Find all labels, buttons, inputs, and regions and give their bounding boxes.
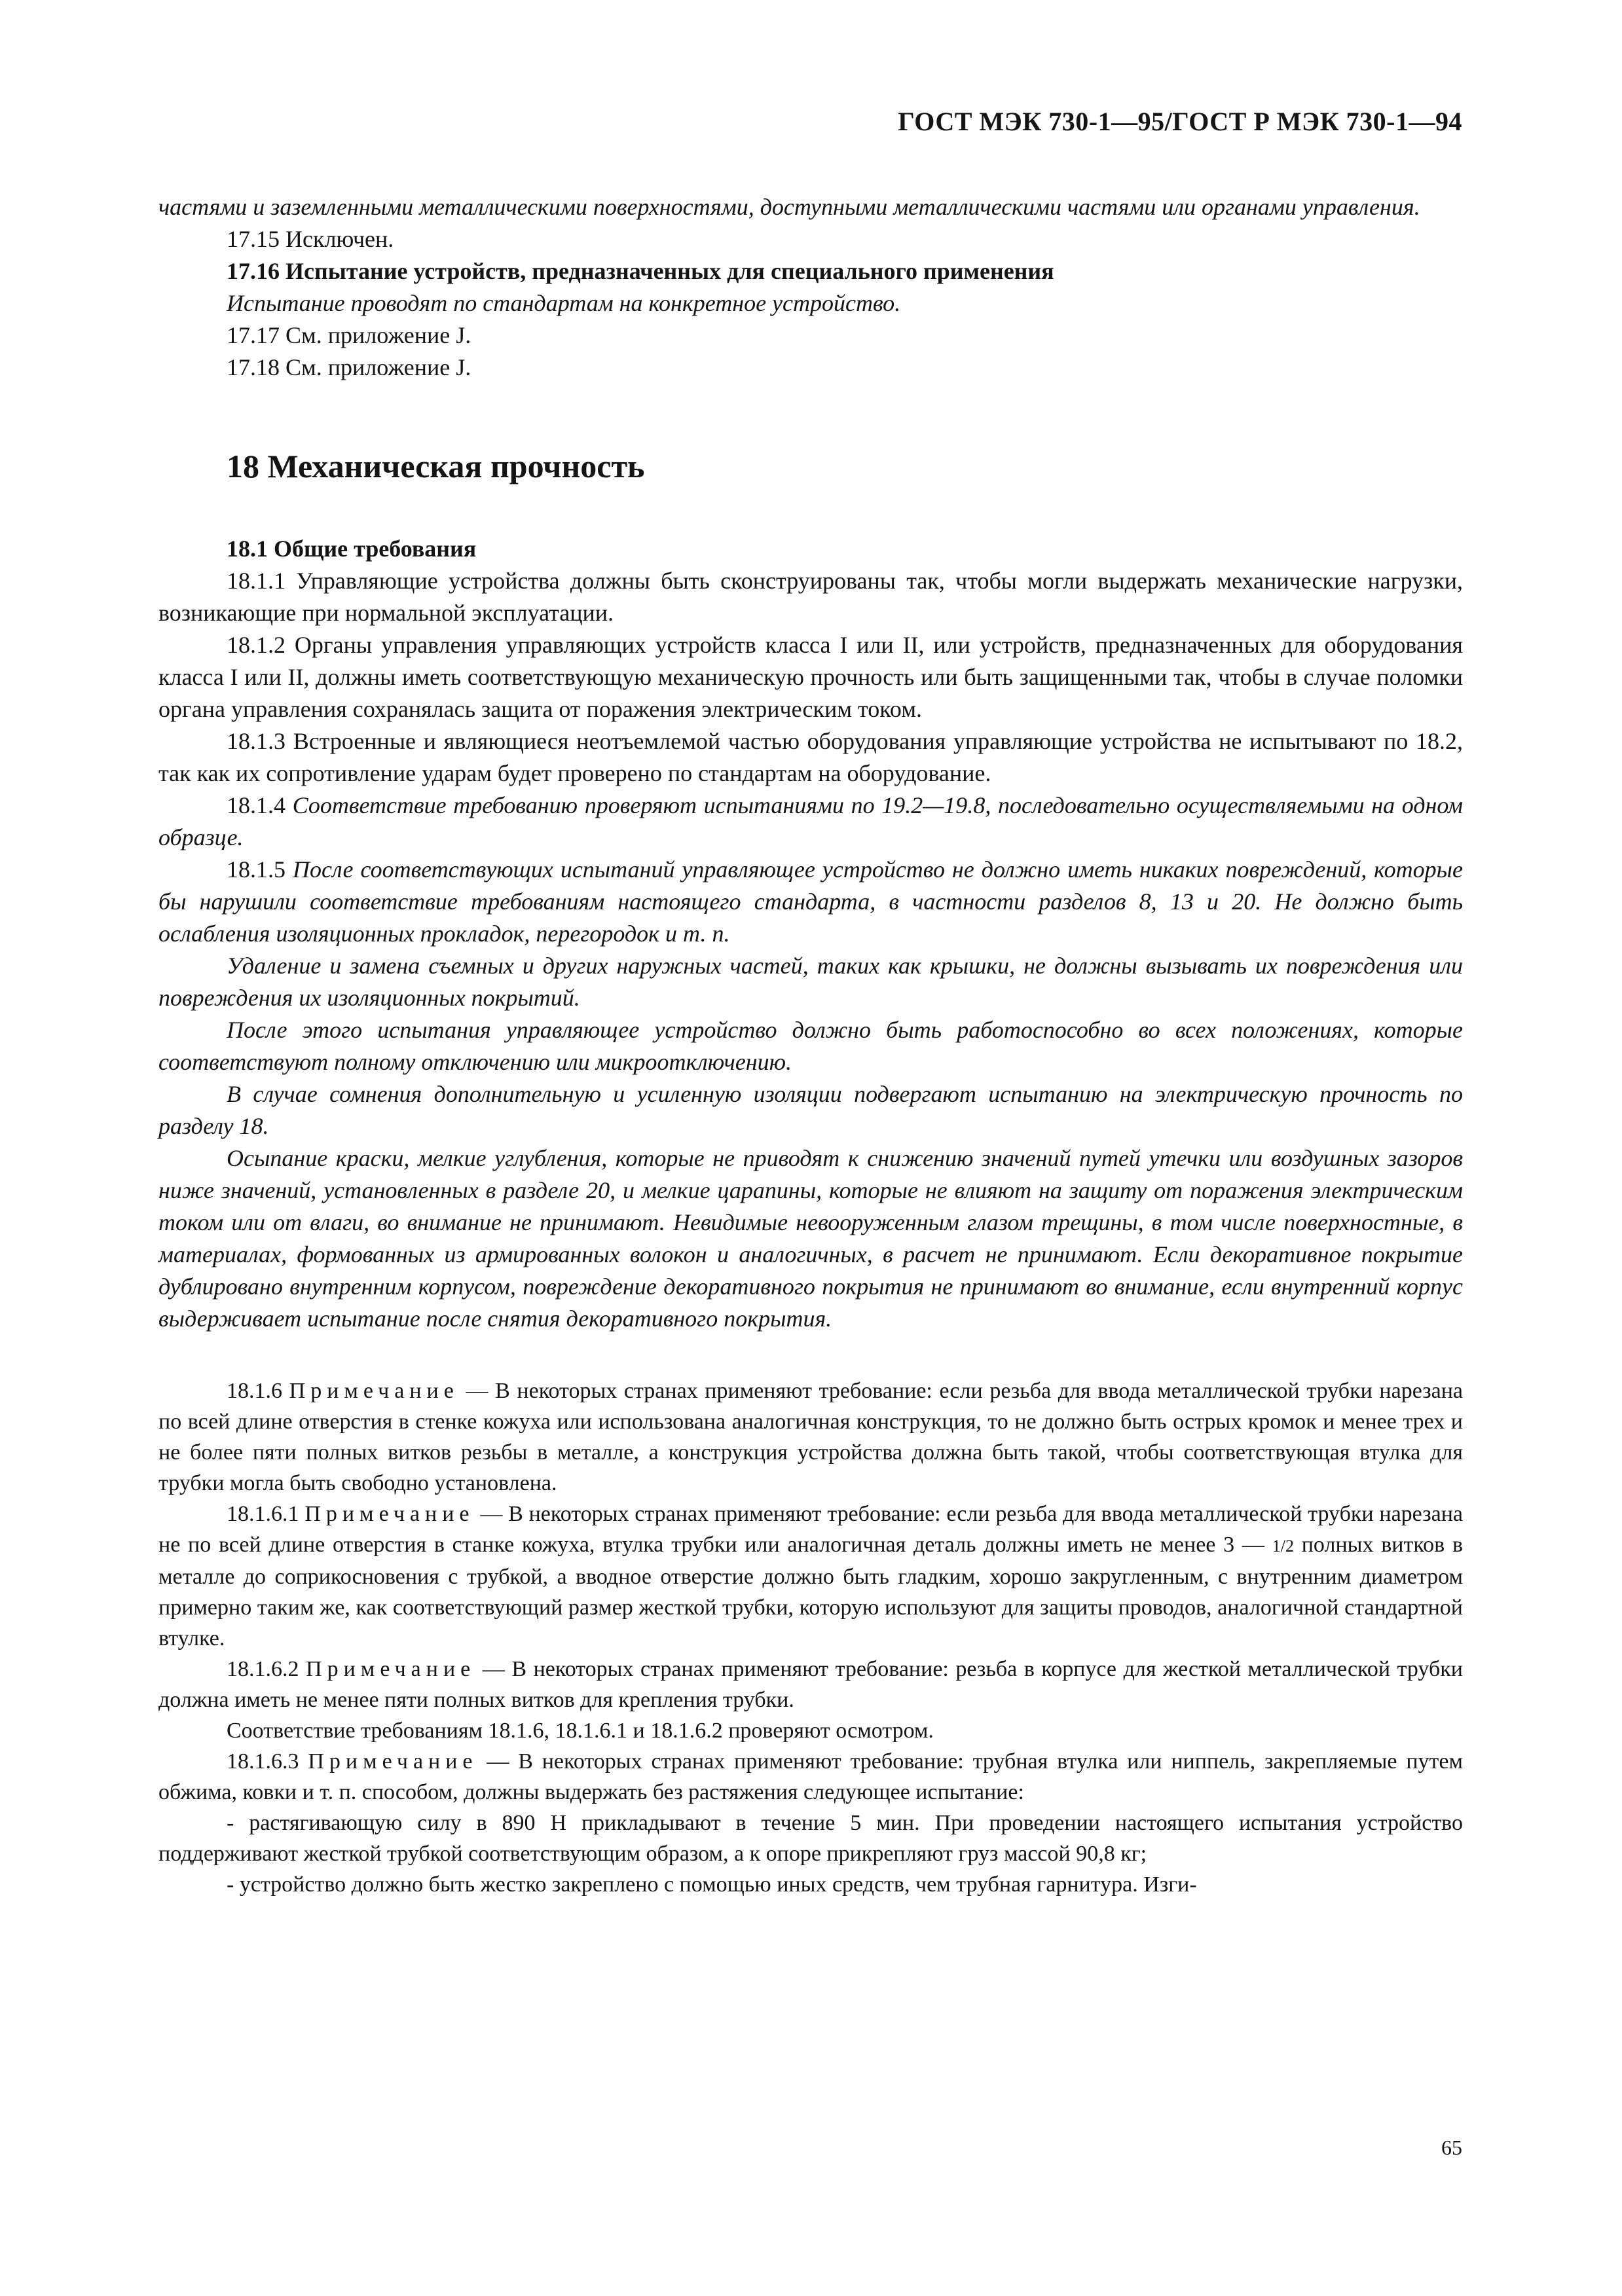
paragraph-text: Соответствие требованию проверяют испытаниями по 19.2—19.8, последовательно осуществляемыми на одном образце.: [158, 792, 1464, 850]
paragraph-text: После соответствующих испытаний управляющее устройство не должно иметь никаких повреждений, которые бы нарушили соответствие требованиям настоящего стандарта, в частности разделов 8, 13 и 20. Не должно быть ослабления изоляционных прокладок, перегородок и т. п.: [158, 856, 1463, 947]
note-label: Примечание: [289, 1379, 459, 1403]
note-label: Примечание: [304, 1502, 475, 1526]
intro-continuation: частями и заземленными металлическими поверхностями, доступными металлическими частями или органами управления.: [158, 194, 1420, 220]
paragraph-damage-criteria: Осыпание краски, мелкие углубления, которые не приводят к снижению значений путей утечки или воздушных зазоров ниже значений, установленных в разделе 20, и мелкие царапины, которые не влияют на защиту от поражения электрическим током или от влаги, во внимание не принимают. Невидимые невооруженным глазом трещины, в том числе поверхностные, в материалах, формованных из армированных волокон и аналогичных, в расчет не принимают. Если декоративное покрытие дублировано внутренним корпусом, повреждение декоративного покрытия не принимают во внимание, если внутренний корпус выдерживает испытание после снятия декоративного покрытия.: [158, 1145, 1463, 1332]
running-header: ГОСТ МЭК 730-1—95/ГОСТ Р МЭК 730-1—94: [898, 107, 1462, 136]
paragraph-18-1-4: [158, 790, 1463, 854]
clause-text: Исключен.: [286, 226, 394, 252]
clause-text: См. приложение J.: [286, 354, 471, 380]
notes-block: [158, 1376, 1463, 1900]
clause-17-16: [158, 255, 1463, 287]
note-text: — В некоторых странах применяют требование: если резьба для ввода металлической трубки нарезана по всей длине отверстия в стенке кожуха или использована аналогичная конструкция, то не должно быть острых кромок и менее трех и не более пяти полных витков резьбы в металле, а конструкция устройства должна быть такой, чтобы соответствующая втулка для трубки могла быть свободно установлена.: [158, 1379, 1464, 1495]
subsection-heading-18-1: [158, 533, 1463, 565]
clause-text: См. приложение J.: [286, 322, 471, 348]
paragraph-removal: Удаление и замена съемных и других наружных частей, таких как крышки, не должны вызывать их повреждения или повреждения их изоляционных покрытий.: [158, 953, 1463, 1011]
subsection-number: 18.1: [227, 536, 268, 562]
page-number: 65: [1441, 2136, 1462, 2159]
note-number: 18.1.6.2: [227, 1657, 299, 1681]
section-number: 18: [227, 448, 259, 484]
paragraph-number: 18.1.4: [227, 792, 286, 818]
note-number: 18.1.6.3: [227, 1749, 299, 1774]
paragraph-18-1-1: 18.1.1 Управляющие устройства должны быть сконструированы так, чтобы могли выдержать механические нагрузки, возникающие при нормальной эксплуатации.: [158, 568, 1463, 626]
note-text: — В некоторых странах применяют требование: трубная втулка или ниппель, закрепляемые путем обжима, ковки и т. п. способом, должны выдержать без растяжения следующее испытание:: [158, 1749, 1463, 1804]
note-number: 18.1.6: [227, 1379, 282, 1403]
note-label: Примечание: [306, 1657, 476, 1681]
paragraph-18-1-2: 18.1.2 Органы управления управляющих устройств класса I или II, или устройств, предназначенных для оборудования класса I или II, должны иметь соответствующую механическую прочность или быть защищенными так, чтобы в случае поломки органа управления сохранялась защита от поражения электрическим током.: [158, 632, 1463, 722]
subsection-title: Общие требования: [274, 536, 477, 562]
list-item-tensile-force: - растягивающую силу в 890 Н прикладывают в течение 5 мин. При проведении настоящего испытания устройство поддерживают жесткой трубкой соответствующим образом, а к опоре прикрепляют груз массой 90,8 кг;: [158, 1811, 1463, 1866]
section-title: Механическая прочность: [267, 448, 645, 484]
clause-17-17: [158, 319, 1463, 352]
note-text: — В некоторых странах применяют требование: если резьба для ввода металлической трубки нарезана не по всей длине отверстия в станке кожуха, втулка трубки или аналогичная деталь должны иметь не менее 3 —: [158, 1502, 1463, 1557]
note-text: — В некоторых странах применяют требование: резьба в корпусе для жесткой металлической трубки должна иметь не менее пяти полных витков для крепления трубки.: [158, 1657, 1463, 1712]
note-18-1-6-1: [158, 1499, 1463, 1654]
clause-17-18: [158, 352, 1463, 384]
note-18-1-6: [158, 1376, 1463, 1499]
clause-number: 17.18: [227, 354, 280, 380]
paragraph-operability: После этого испытания управляющее устройство должно быть работоспособно во всех положениях, которые соответствуют полному отключению или микроотключению.: [158, 1017, 1463, 1075]
clause-number: 17.16: [227, 258, 280, 284]
note-18-1-6-2: [158, 1654, 1463, 1715]
paragraph-18-1-5: [158, 854, 1463, 950]
clause-title: Испытание устройств, предназначенных для специального применения: [286, 258, 1054, 284]
clause-17-16-text: Испытание проводят по стандартам на конкретное устройство.: [227, 290, 901, 316]
paragraph-18-1-3: 18.1.3 Встроенные и являющиеся неотъемлемой частью оборудования управляющие устройства не испытывают по 18.2, так как их сопротивление ударам будет проверено по стандартам на оборудование.: [158, 728, 1463, 786]
note-label: Примечание: [308, 1749, 478, 1774]
clause-17-15: [158, 223, 1463, 255]
page-body: [158, 191, 1463, 1900]
list-item-fixing: - устройство должно быть жестко закреплено с помощью иных средств, чем трубная гарнитура. Изги-: [227, 1872, 1197, 1897]
note-text-continued: полных витков в металле до соприкосновения с трубкой, а вводное отверстие должно быть гладким, хорошо закругленным, с внутренним диаметром примерно таким же, как соответствующий размер жесткой трубки, которую используют для защиты проводов, аналогичной стандартной втулке.: [158, 1533, 1464, 1650]
clause-number: 17.15: [227, 226, 280, 252]
note-number: 18.1.6.1: [227, 1502, 299, 1526]
note-18-1-6-3: [158, 1746, 1463, 1808]
clause-number: 17.17: [227, 322, 280, 348]
paragraph-insulation: В случае сомнения дополнительную и усиленную изоляции подвергают испытанию на электрическую прочность по разделу 18.: [158, 1081, 1463, 1139]
section-heading-18: [227, 446, 1463, 486]
conformity-statement: Соответствие требованиям 18.1.6, 18.1.6.1 и 18.1.6.2 проверяют осмотром.: [227, 1719, 934, 1743]
paragraph-number: 18.1.5: [227, 856, 286, 883]
fraction-one-half: 1/2: [1272, 1537, 1294, 1556]
